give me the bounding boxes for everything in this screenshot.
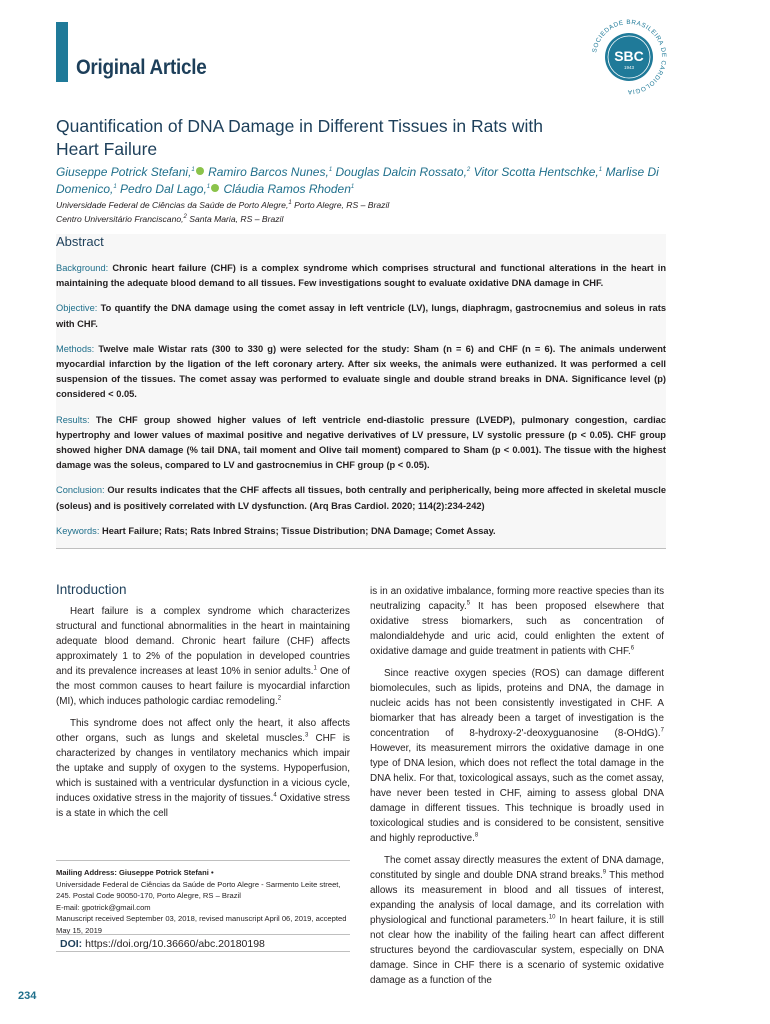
abstract-heading: Abstract bbox=[56, 234, 104, 249]
author-affiliation-ref: 2 bbox=[466, 167, 471, 173]
abstract-divider bbox=[56, 548, 666, 549]
affiliation-1 bbox=[56, 198, 656, 212]
paragraph-text: CHF is characterized by changes in ventilatory mechanics which impair the uptake and supply of oxygen to the systems. Hypoperfusion, which is sustained with a ventricular dysfunction in a vicious cycle, induces oxidative stress in the majority of tissues. bbox=[56, 733, 350, 804]
body-paragraph bbox=[370, 853, 664, 988]
citation-ref[interactable]: 7 bbox=[660, 727, 664, 734]
paragraph-text: In heart failure, it is still not clear how the inability of the failing heart can affect different structures beyond the cardiovascular system, especially on DNA damage. Since in CHF there is a scenario of systemic oxidative damage as a function of the bbox=[370, 915, 664, 986]
author-name: Pedro Dal Lago, bbox=[120, 182, 207, 196]
paragraph-text: Oxidative stress is a state in which the cell bbox=[56, 793, 350, 819]
paragraph-text: It has been proposed elsewhere that oxidative stress biomarkers, such as concentration of malondialdehyde and uric acid, could enlighten the extent of oxidative damage and guide treatment in patients with CHF. bbox=[370, 601, 665, 657]
paragraph-text: The comet assay directly measures the extent of DNA damage, constituted by single and double DNA strand breaks. bbox=[370, 855, 664, 881]
paragraph-text: is in an oxidative imbalance, forming more reactive species than its neutralizing capacity. bbox=[370, 586, 664, 612]
author-list bbox=[56, 164, 666, 198]
mailing-address: Universidade Federal de Ciências da Saúde de Porto Alegre - Sarmento Leite street, 245. Postal Code 90050-170, Porto Alegre, RS – Brazil bbox=[56, 879, 341, 901]
affiliation-2 bbox=[56, 212, 656, 226]
affiliation-location: Santa Maria, RS – Brazil bbox=[186, 214, 284, 224]
citation-ref[interactable]: 6 bbox=[630, 645, 635, 652]
author-name: Douglas Dalcin Rossato, bbox=[335, 165, 467, 179]
doi-box bbox=[56, 934, 350, 952]
abstract-label: Methods: bbox=[56, 343, 95, 354]
abstract-background bbox=[56, 261, 666, 291]
body-column-right bbox=[370, 584, 664, 995]
body-paragraph bbox=[370, 666, 664, 846]
affiliation-number: 1 bbox=[288, 200, 292, 207]
author-name: Ramiro Barcos Nunes, bbox=[208, 165, 329, 179]
header-accent-bar bbox=[56, 22, 68, 82]
citation-ref[interactable]: 3 bbox=[305, 732, 309, 739]
abstract-keywords bbox=[56, 524, 666, 539]
abstract-label: Conclusion: bbox=[56, 485, 105, 496]
citation-ref[interactable]: 8 bbox=[474, 832, 479, 839]
citation-ref[interactable]: 5 bbox=[466, 600, 471, 607]
affiliation-text: Centro Universitário Franciscano, bbox=[56, 214, 184, 224]
mailing-title: Mailing Address: Giuseppe Potrick Stefani • bbox=[56, 868, 214, 877]
abstract-text: Twelve male Wistar rats (300 to 330 g) were selected for the study: Sham (n = 6) and CHF (n = 6). The animals underwent myocardial infarction by the ligation of the left coronary artery. After six weeks, the animals were euthanized. It was performed a cell suspension of the tissues. The comet assay was performed to evaluate single and double strand breaks in DNA. Significance level (p) considered < 0.05. bbox=[56, 343, 666, 400]
paragraph-text: Since reactive oxygen species (ROS) can damage different biomolecules, such as lipids, proteins and DNA, the damage in nucleic acids has not been consistently investigated in CHF. A biomarker that has already been a target of investigation is the concentration of 8-hydroxy-2'-deoxyguanosine (8-OHdG). bbox=[370, 668, 664, 739]
citation-ref[interactable]: 2 bbox=[277, 695, 282, 702]
logo-year: 1943 bbox=[623, 65, 635, 70]
orcid-icon[interactable] bbox=[196, 167, 204, 175]
article-title bbox=[56, 115, 676, 161]
affiliation-number: 2 bbox=[183, 214, 187, 221]
abstract-text: Our results indicates that the CHF affects all tissues, both centrally and peripherically, being more affected in skeletal muscle (soleus) and is positively correlated with LV dysfunction. (Arq Bras Cardiol. 2020; 114(2):234-242) bbox=[56, 485, 666, 511]
logo-ring-text: SOCIEDADE BRASILEIRA DE CARDIOLOGIA bbox=[591, 18, 668, 96]
body-paragraph bbox=[56, 604, 350, 709]
paragraph-text: This method allows its measurement in blood and all tissues of interest, expanding the analysis of local damage, and its correlation with physiological and functional parameters. bbox=[370, 870, 664, 926]
paragraph-text: However, its measurement mirrors the oxidative damage in one type of DNA lesion, which does not reflect the total damage in the DNA helix. For that, toxicological assays, such as the comet assay, have never been tested in CHF, aiming to assess global DNA damage in different tissues. This technique is broadly used in toxicological studies and is considered to be consistent, sensitive and highly reproductive. bbox=[370, 743, 664, 844]
author-name: Vitor Scotta Hentschke, bbox=[473, 165, 599, 179]
author-name: Cláudia Ramos Rhoden bbox=[223, 182, 351, 196]
abstract-text: Chronic heart failure (CHF) is a complex syndrome which comprises structural and functional alterations in the heart in maintaining the adequate blood demand to all tissues. Few investigations sought to evaluate oxidative DNA damage in CHF. bbox=[56, 263, 666, 289]
abstract-conclusion bbox=[56, 483, 666, 513]
paragraph-text: One of the most common causes to heart failure is myocardial infarction (MI), which induces pathologic cardiac remodeling. bbox=[56, 666, 350, 707]
doi-link[interactable]: https://doi.org/10.36660/abc.20180198 bbox=[82, 938, 265, 950]
affiliation-location: Porto Alegre, RS – Brazil bbox=[291, 200, 390, 210]
author-affiliation-ref: 1 bbox=[113, 184, 117, 190]
abstract-methods bbox=[56, 342, 666, 403]
manuscript-dates: Manuscript received September 03, 2018, revised manuscript April 06, 2019, accepted May 15, 2019 bbox=[56, 914, 347, 935]
abstract-results bbox=[56, 413, 666, 474]
author-affiliation-ref: 1 bbox=[191, 167, 195, 173]
citation-ref[interactable]: 4 bbox=[273, 792, 277, 799]
author-affiliation-ref: 1 bbox=[598, 167, 603, 173]
abstract-label: Objective: bbox=[56, 303, 98, 314]
abstract-text: To quantify the DNA damage using the comet assay in left ventricle (LV), lungs, diaphragm, gastrocnemius and soleus in rats with CHF. bbox=[56, 303, 666, 329]
author-affiliation-ref: 1 bbox=[206, 184, 211, 190]
page-number: 234 bbox=[18, 990, 37, 1002]
orcid-icon[interactable] bbox=[211, 184, 219, 192]
abstract-objective bbox=[56, 301, 666, 331]
mailing-address-block bbox=[56, 860, 350, 937]
citation-ref[interactable]: 1 bbox=[313, 665, 317, 672]
author-affiliation-ref: 1 bbox=[328, 167, 333, 173]
abstract-section bbox=[56, 234, 666, 549]
affiliation-list bbox=[56, 198, 656, 226]
logo-center-text: SBC bbox=[614, 48, 644, 64]
section-heading-introduction: Introduction bbox=[56, 582, 127, 597]
sbc-logo bbox=[588, 16, 670, 98]
article-type-label: Original Article bbox=[76, 56, 207, 79]
body-paragraph bbox=[56, 716, 350, 821]
paragraph-text: This syndrome does not affect only the heart, it also affects other organs, such as lungs and skeletal muscles. bbox=[56, 718, 350, 744]
abstract-label: Keywords: bbox=[56, 525, 100, 536]
body-column-left bbox=[56, 582, 350, 828]
citation-ref[interactable]: 9 bbox=[602, 869, 607, 876]
title-line-1: Quantification of DNA Damage in Different Tissues in Rats with bbox=[56, 116, 543, 136]
paragraph-text: Heart failure is a complex syndrome which characterizes structural and functional abnormalities in the heart in maintaining adequate blood demand. Chronic heart failure (CHF) affects approximately 1 to 2% of the population in developed countries and its prevalence increases at least 10% in senior adults. bbox=[56, 606, 350, 677]
citation-ref[interactable]: 10 bbox=[548, 914, 556, 921]
affiliation-text: Universidade Federal de Ciências da Saúde de Porto Alegre, bbox=[56, 200, 289, 210]
title-line-2: Heart Failure bbox=[56, 139, 158, 159]
abstract-label: Background: bbox=[56, 263, 109, 273]
abstract-label: Results: bbox=[56, 414, 90, 425]
body-paragraph bbox=[370, 584, 664, 659]
author-name: Giuseppe Potrick Stefani, bbox=[56, 165, 192, 179]
author-affiliation-ref: 1 bbox=[350, 184, 355, 190]
abstract-text: Heart Failure; Rats; Rats Inbred Strains; Tissue Distribution; DNA Damage; Comet Assay. bbox=[99, 525, 496, 536]
mailing-email[interactable]: E-mail: gpotrick@gmail.com bbox=[56, 902, 151, 912]
abstract-text: The CHF group showed higher values of left ventricle end-diastolic pressure (LVEDP), pulmonary congestion, cardiac hypertrophy and lower values of maximal positive and negative derivatives of LV pressure, LV systolic pressure (p < 0.05). CHF group showed higher DNA damage (% tail DNA, tail moment and Olive tail moment) compared to Sham (p < 0.001). The tissue with the highest damage was the soleus, compared to LV and gastrocnemius in CHF group (p < 0.05). bbox=[56, 414, 666, 471]
author-name: Marlise Di Domenico, bbox=[56, 165, 659, 196]
doi-label: DOI: bbox=[60, 938, 83, 950]
